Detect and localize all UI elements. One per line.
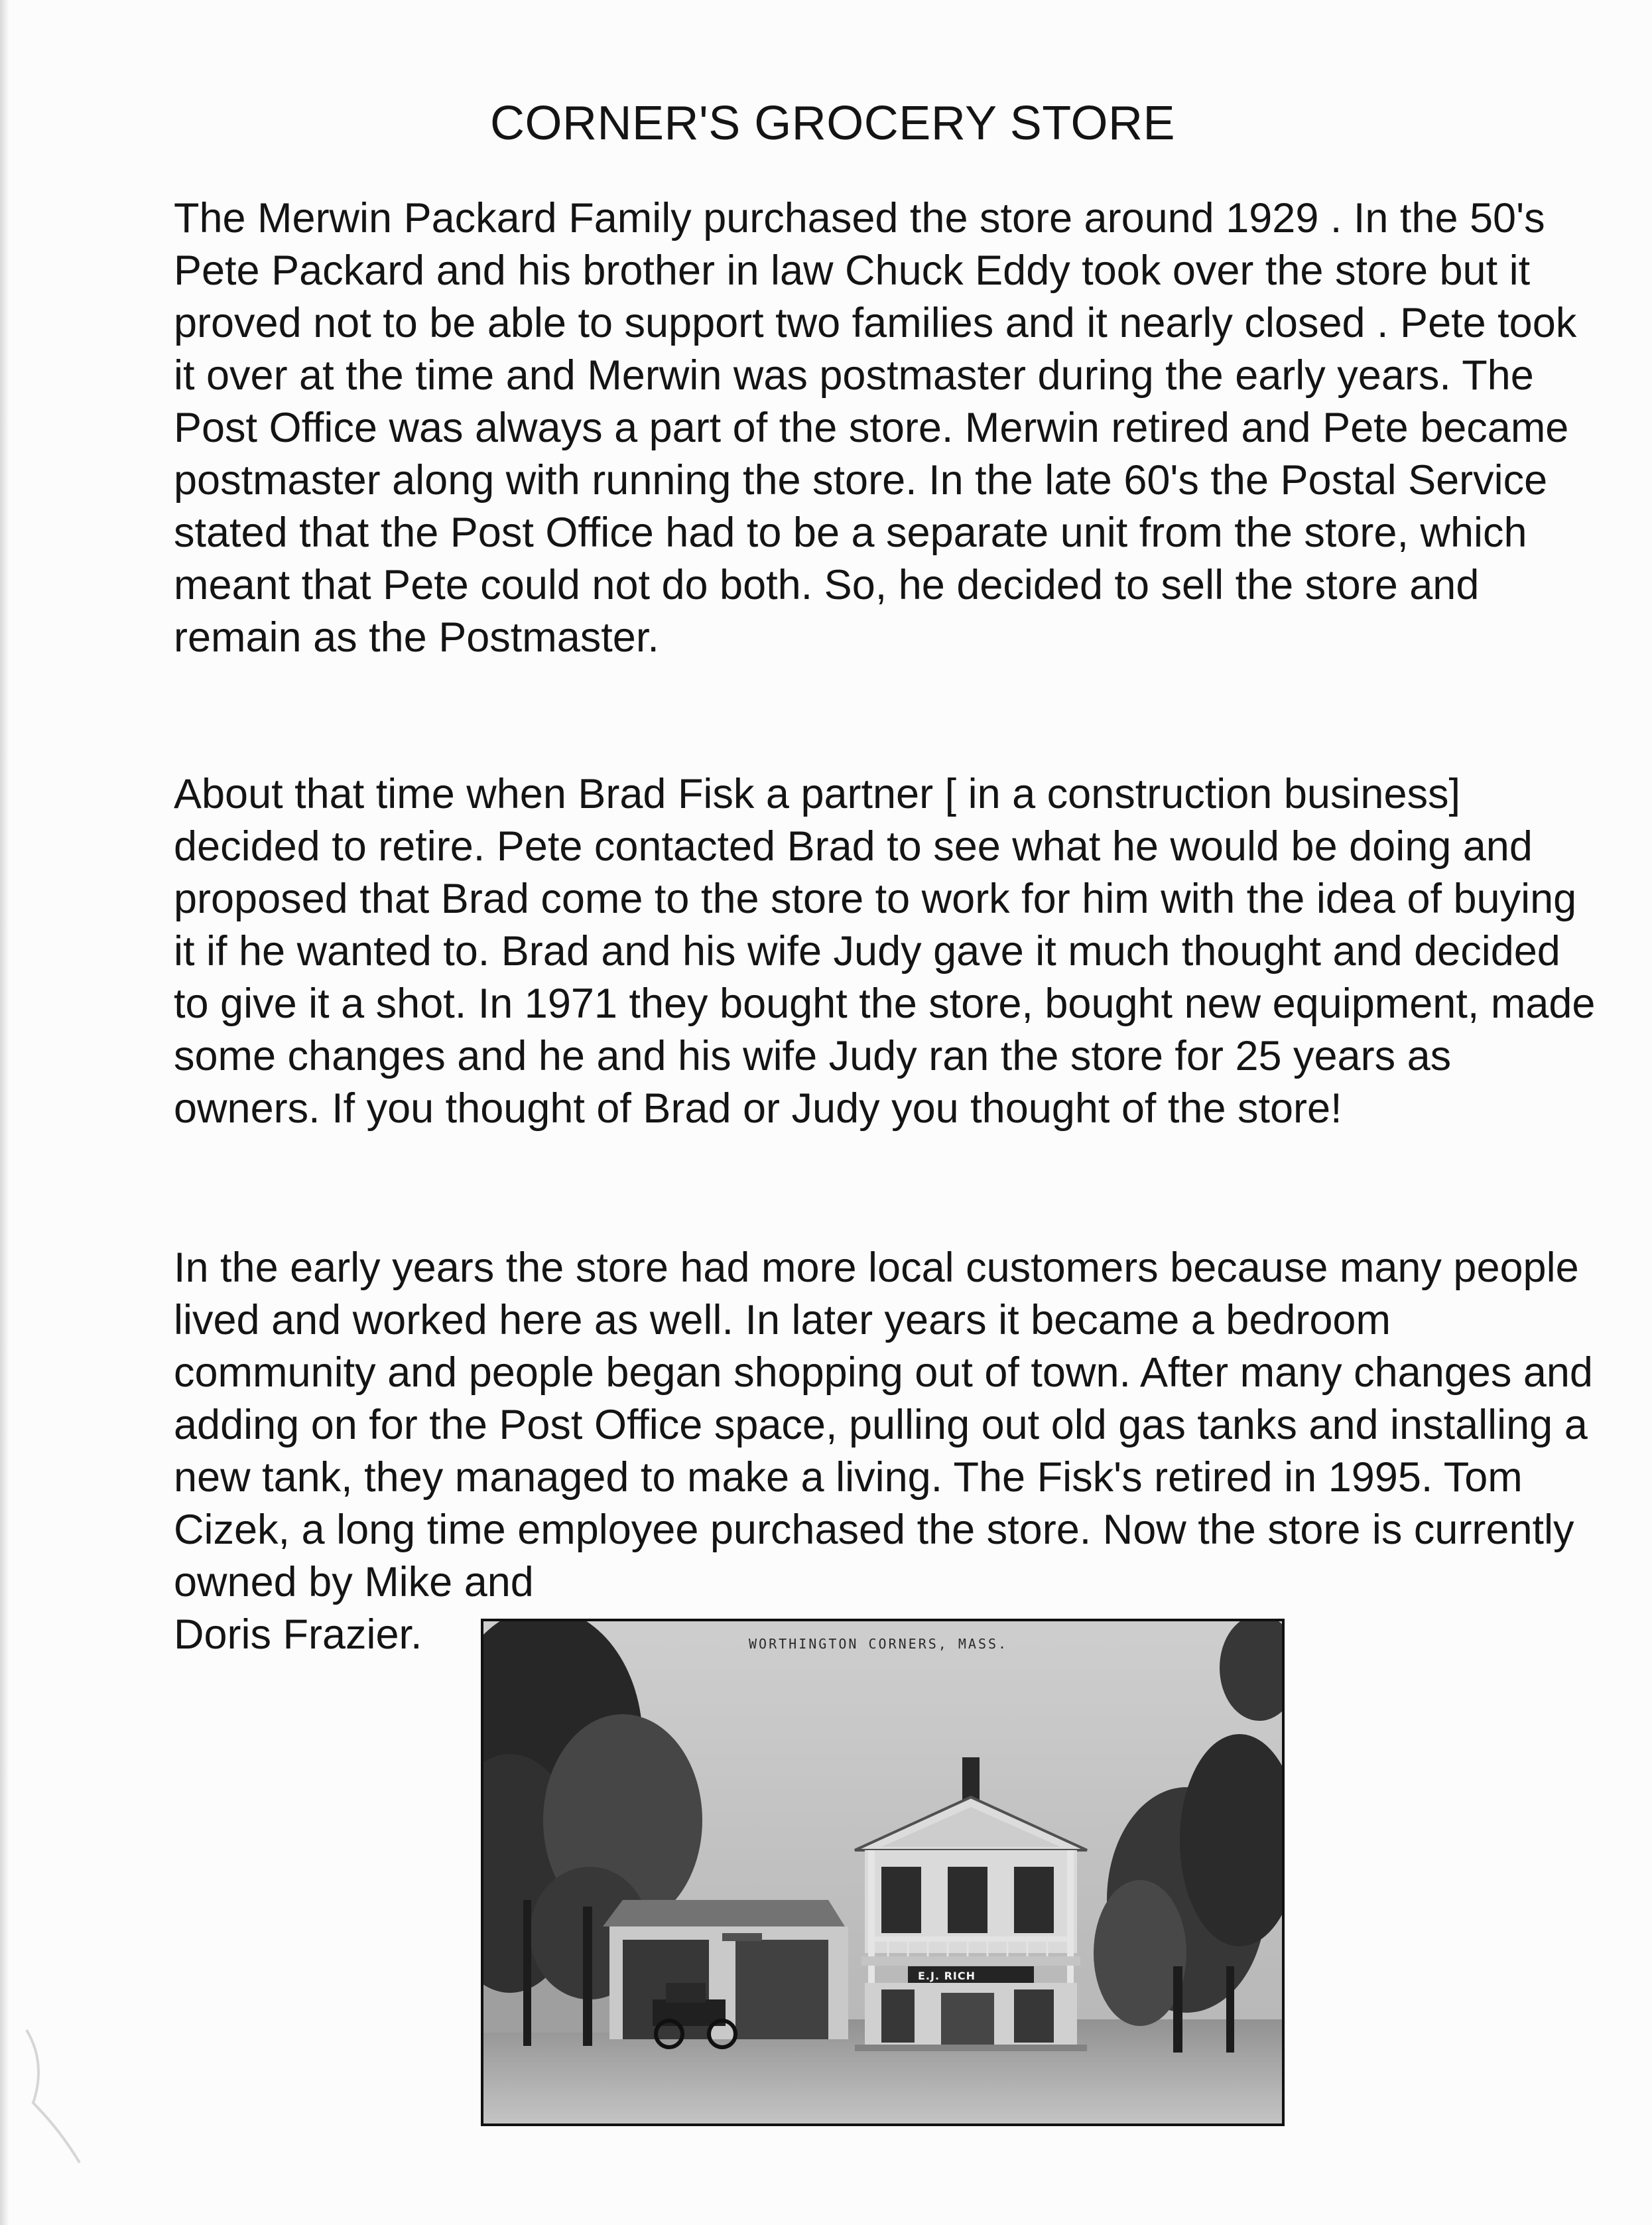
paragraph-packard-history: The Merwin Packard Family purchased the store around 1929 . In the 50's Pete Packard and his brother in law Chuck Eddy took over the store but it proved not to be able to support two families and it nearly closed . Pete took it over at the time and Merwin was postmaster during the early years. The Post Office was always a part of the store. Merwin retired and Pete became postmaster along with running the store. In the late 60's the Postal Service stated that the Post Office had to be a separate unit from the store, which meant that Pete could not do both. So, he decided to sell the store and remain as the Postmaster.	[174, 195, 1577, 661]
closing-line: Doris Frazier.	[174, 1611, 422, 1658]
page-fold-mark	[20, 2023, 93, 2169]
photo-handwritten-caption: WORTHINGTON CORNERS, MASS.	[749, 1636, 1009, 1652]
paragraph-fisk-ownership: About that time when Brad Fisk a partner [ in a construction business] decided to retire. Pete contacted Brad to see what he would be doing and proposed that Brad come to the store to work for him with the idea of buying it if he wanted to. Brad and his wife Judy gave it much thought and decided to give it a shot. In 1971 they bought the store, bought new equipment, made some changes and he and his wife Judy ran the store for 25 years as owners. If you thought of Brad or Judy you thought of the store!	[174, 771, 1596, 1132]
historic-store-photo	[481, 1619, 1285, 2126]
store-sign-text: E.J. RICH	[918, 1970, 976, 1982]
page-title: CORNER'S GROCERY STORE	[490, 97, 1175, 150]
paragraph-later-years-text: In the early years the store had more local customers because many people lived and worked here as well. In later years it became a bedroom community and people began shopping out of town. After many changes and adding on for the Post Office space, pulling out old gas tanks and installing a new tank, they managed to make a living. The Fisk's retired in 1995. Tom Cizek, a long time employee purchased the store. Now the store is currently owned by Mike and	[174, 1245, 1593, 1605]
store-photo-illustration	[483, 1621, 1282, 2124]
paragraph-later-years	[174, 1242, 1600, 1661]
scan-edge-shadow	[0, 0, 9, 2225]
